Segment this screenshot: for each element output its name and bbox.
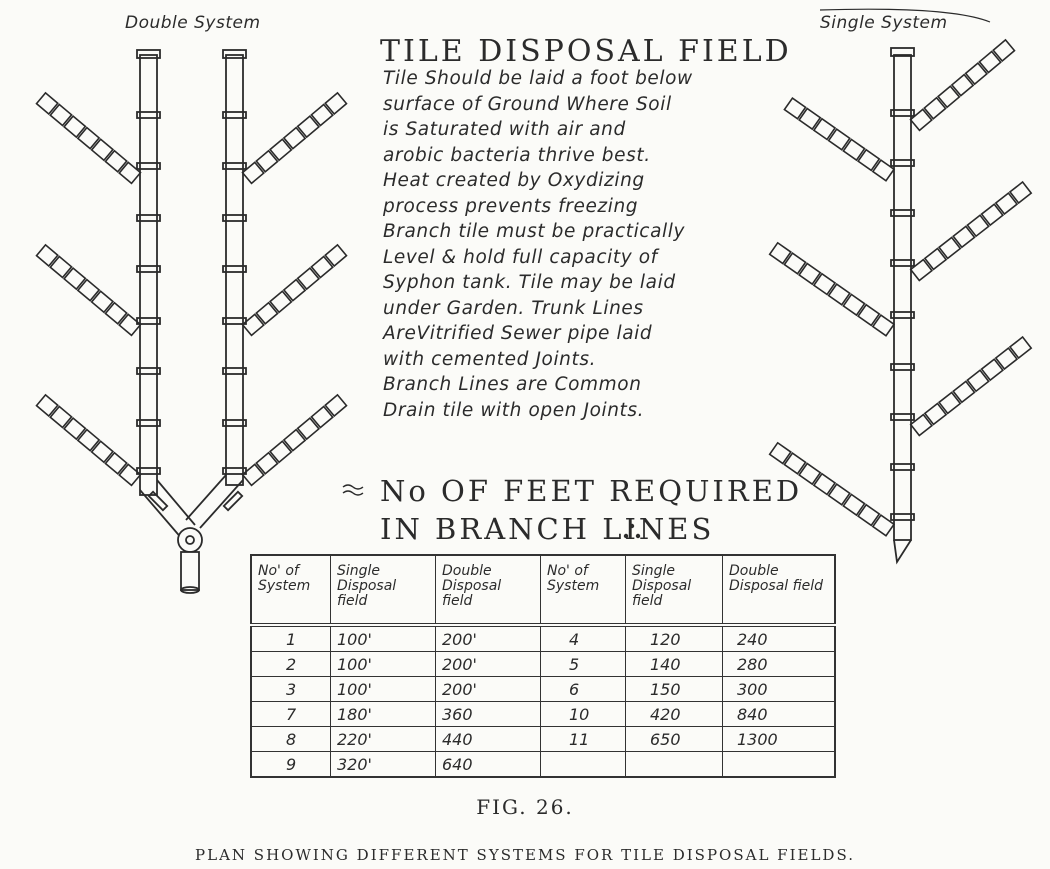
feet-table	[250, 554, 836, 778]
table-header-cell: No' of System	[541, 555, 626, 625]
double-system-label: Double System	[125, 13, 261, 33]
table-cell	[626, 752, 723, 778]
single-system-drawing	[770, 9, 1032, 562]
table-cell: 4	[541, 625, 626, 652]
description-line: under Garden. Trunk Lines	[383, 297, 644, 319]
table-cell: 200'	[436, 677, 541, 702]
table-header-row	[251, 555, 835, 625]
table-row	[251, 677, 835, 702]
table-cell: 100'	[331, 625, 436, 652]
table-cell: 1	[251, 625, 331, 652]
table-header-cell: Double Disposal field	[723, 555, 836, 625]
description-line: Branch Lines are Common	[383, 374, 642, 395]
figure-caption: PLAN SHOWING DIFFERENT SYSTEMS FOR TILE DISPOSAL FIELDS.	[195, 846, 855, 864]
table-cell: 300	[723, 677, 836, 702]
description-line: Branch tile must be practically	[383, 221, 686, 242]
table-header-cell: Double Disposal field	[436, 555, 541, 625]
table-cell: 220'	[331, 727, 436, 752]
table-cell: 100'	[331, 677, 436, 702]
description-line: Tile Should be laid a foot below	[383, 68, 693, 89]
table-cell	[723, 752, 836, 778]
table-cell: 640	[436, 752, 541, 778]
description-line: with cemented Joints.	[383, 348, 597, 370]
description-line: Syphon tank. Tile may be laid	[383, 272, 676, 293]
required-line-1: No OF FEET REQUIRED	[380, 474, 803, 508]
double-system-drawing	[37, 50, 347, 593]
description-line: AreVitrified Sewer pipe laid	[383, 323, 653, 344]
table-row	[251, 727, 835, 752]
diagram-title: TILE DISPOSAL FIELD	[380, 34, 792, 69]
required-line-2: IN BRANCH LINES	[380, 512, 715, 546]
table-header-cell: No' of System	[251, 555, 331, 625]
table-cell: 5	[541, 652, 626, 677]
required-heading	[380, 472, 802, 548]
table-cell: 3	[251, 677, 331, 702]
table-cell: 420	[626, 702, 723, 727]
description-line: Level & hold full capacity of	[383, 246, 658, 268]
table-row	[251, 652, 835, 677]
table-cell: 650	[626, 727, 723, 752]
table-cell: 240	[723, 625, 836, 652]
table-header-cell: Single Disposal field	[626, 555, 723, 625]
table-cell: 7	[251, 702, 331, 727]
single-system-label: Single System	[820, 13, 948, 33]
table-cell: 120	[626, 625, 723, 652]
table-cell: 100'	[331, 652, 436, 677]
table-cell: 11	[541, 727, 626, 752]
table-cell: 280	[723, 652, 836, 677]
description-line: surface of Ground Where Soil	[383, 93, 672, 115]
table-cell: 180'	[331, 702, 436, 727]
description-line: arobic bacteria thrive best.	[383, 144, 651, 166]
table-row	[251, 752, 835, 778]
table-cell: 200'	[436, 652, 541, 677]
table-row	[251, 625, 835, 652]
description-line: Drain tile with open Joints.	[383, 399, 645, 421]
table-header-cell: Single Disposal field	[331, 555, 436, 625]
table-cell: 840	[723, 702, 836, 727]
table-cell: 6	[541, 677, 626, 702]
description-text	[383, 66, 693, 423]
table-row	[251, 702, 835, 727]
description-line: process prevents freezing	[383, 195, 639, 217]
table-cell: 360	[436, 702, 541, 727]
table-cell: 1300	[723, 727, 836, 752]
figure-number: FIG. 26.	[476, 795, 574, 819]
table-cell: 200'	[436, 625, 541, 652]
table-cell: 9	[251, 752, 331, 778]
table-cell: 150	[626, 677, 723, 702]
table-cell: 8	[251, 727, 331, 752]
table-cell: 2	[251, 652, 331, 677]
pointer-mark	[343, 485, 363, 495]
table-cell: 140	[626, 652, 723, 677]
table-cell: 440	[436, 727, 541, 752]
description-line: is Saturated with air and	[383, 119, 626, 140]
table-cell	[541, 752, 626, 778]
table-cell: 320'	[331, 752, 436, 778]
description-line: Heat created by Oxydizing	[383, 170, 645, 191]
table-cell: 10	[541, 702, 626, 727]
